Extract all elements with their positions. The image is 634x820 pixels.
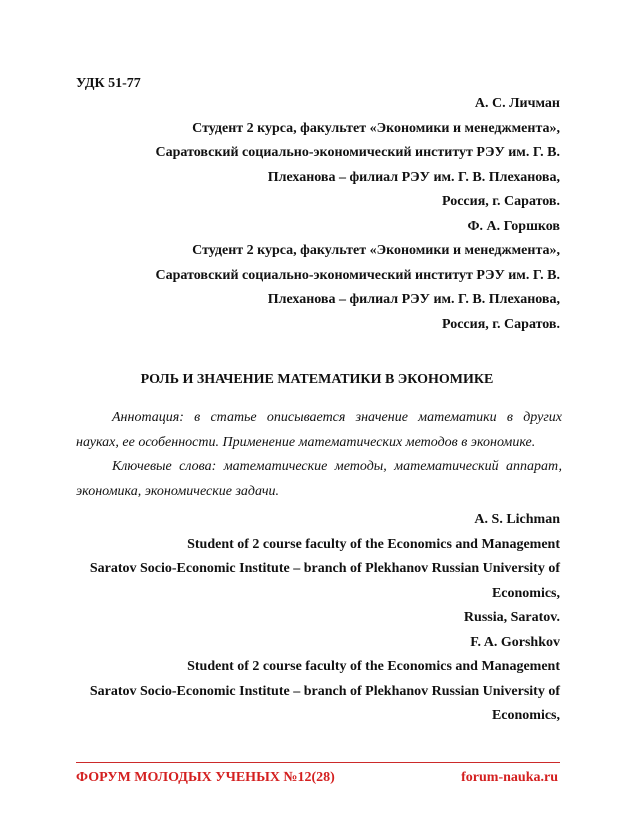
author-name-en: A. S. Lichman bbox=[474, 512, 560, 527]
author-affiliation-line: Саратовский социально-экономический институт РЭУ им. Г. В. bbox=[155, 145, 560, 160]
author-affiliation-en-line: Economics, bbox=[491, 708, 560, 723]
keywords-line: экономика, экономические задачи. bbox=[76, 483, 279, 499]
author-affiliation-en-line: Student of 2 course faculty of the Economics and Management bbox=[187, 659, 560, 674]
author-affiliation-en-line: Economics, bbox=[491, 585, 560, 601]
footer-journal-title: ФОРУМ МОЛОДЫХ УЧЕНЫХ №12(28) bbox=[76, 770, 335, 785]
author-affiliation-line: Плеханова – филиал РЭУ им. Г. В. Плеханова, bbox=[267, 292, 560, 307]
keywords-line: Ключевые слова: математические методы, математический аппарат, bbox=[112, 459, 562, 474]
author-affiliation-en-line: Student of 2 course faculty of the Economics and Management bbox=[187, 536, 560, 552]
author-affiliation-en-line: Saratov Socio-Economic Institute – branch of Plekhanov Russian University of bbox=[89, 561, 560, 576]
author-affiliation-line: Саратовский социально-экономический институт РЭУ им. Г. В. bbox=[155, 267, 560, 283]
author-location-en: Russia, Saratov. bbox=[463, 610, 560, 625]
article-title: РОЛЬ И ЗНАЧЕНИЕ МАТЕМАТИКИ В ЭКОНОМИКЕ bbox=[140, 372, 494, 387]
footer-site-link[interactable]: forum-nauka.ru bbox=[461, 770, 558, 785]
author-name-en: F. A. Gorshkov bbox=[470, 634, 560, 650]
udk-code: УДК 51-77 bbox=[76, 76, 141, 91]
abstract-line: науках, ее особенности. Применение математических методов в экономике. bbox=[76, 434, 536, 450]
authors-en-block bbox=[60, 508, 560, 729]
author-affiliation-line: Плеханова – филиал РЭУ им. Г. В. Плеханова, bbox=[267, 169, 560, 185]
authors-ru-block bbox=[60, 92, 560, 337]
author-affiliation-line: Студент 2 курса, факультет «Экономики и менеджмента», bbox=[192, 243, 560, 258]
footer-divider bbox=[76, 762, 560, 763]
author-name: Ф. А. Горшков bbox=[467, 218, 560, 234]
author-affiliation-line: Студент 2 курса, факультет «Экономики и менеджмента», bbox=[192, 120, 560, 136]
author-location: Россия, г. Саратов. bbox=[442, 316, 560, 332]
abstract-block bbox=[76, 406, 562, 504]
author-location: Россия, г. Саратов. bbox=[442, 194, 560, 209]
author-affiliation-en-line: Saratov Socio-Economic Institute – branch of Plekhanov Russian University of bbox=[89, 683, 560, 699]
abstract-line: Аннотация: в статье описывается значение математики в других bbox=[112, 410, 562, 425]
author-name: А. С. Личман bbox=[474, 96, 560, 111]
